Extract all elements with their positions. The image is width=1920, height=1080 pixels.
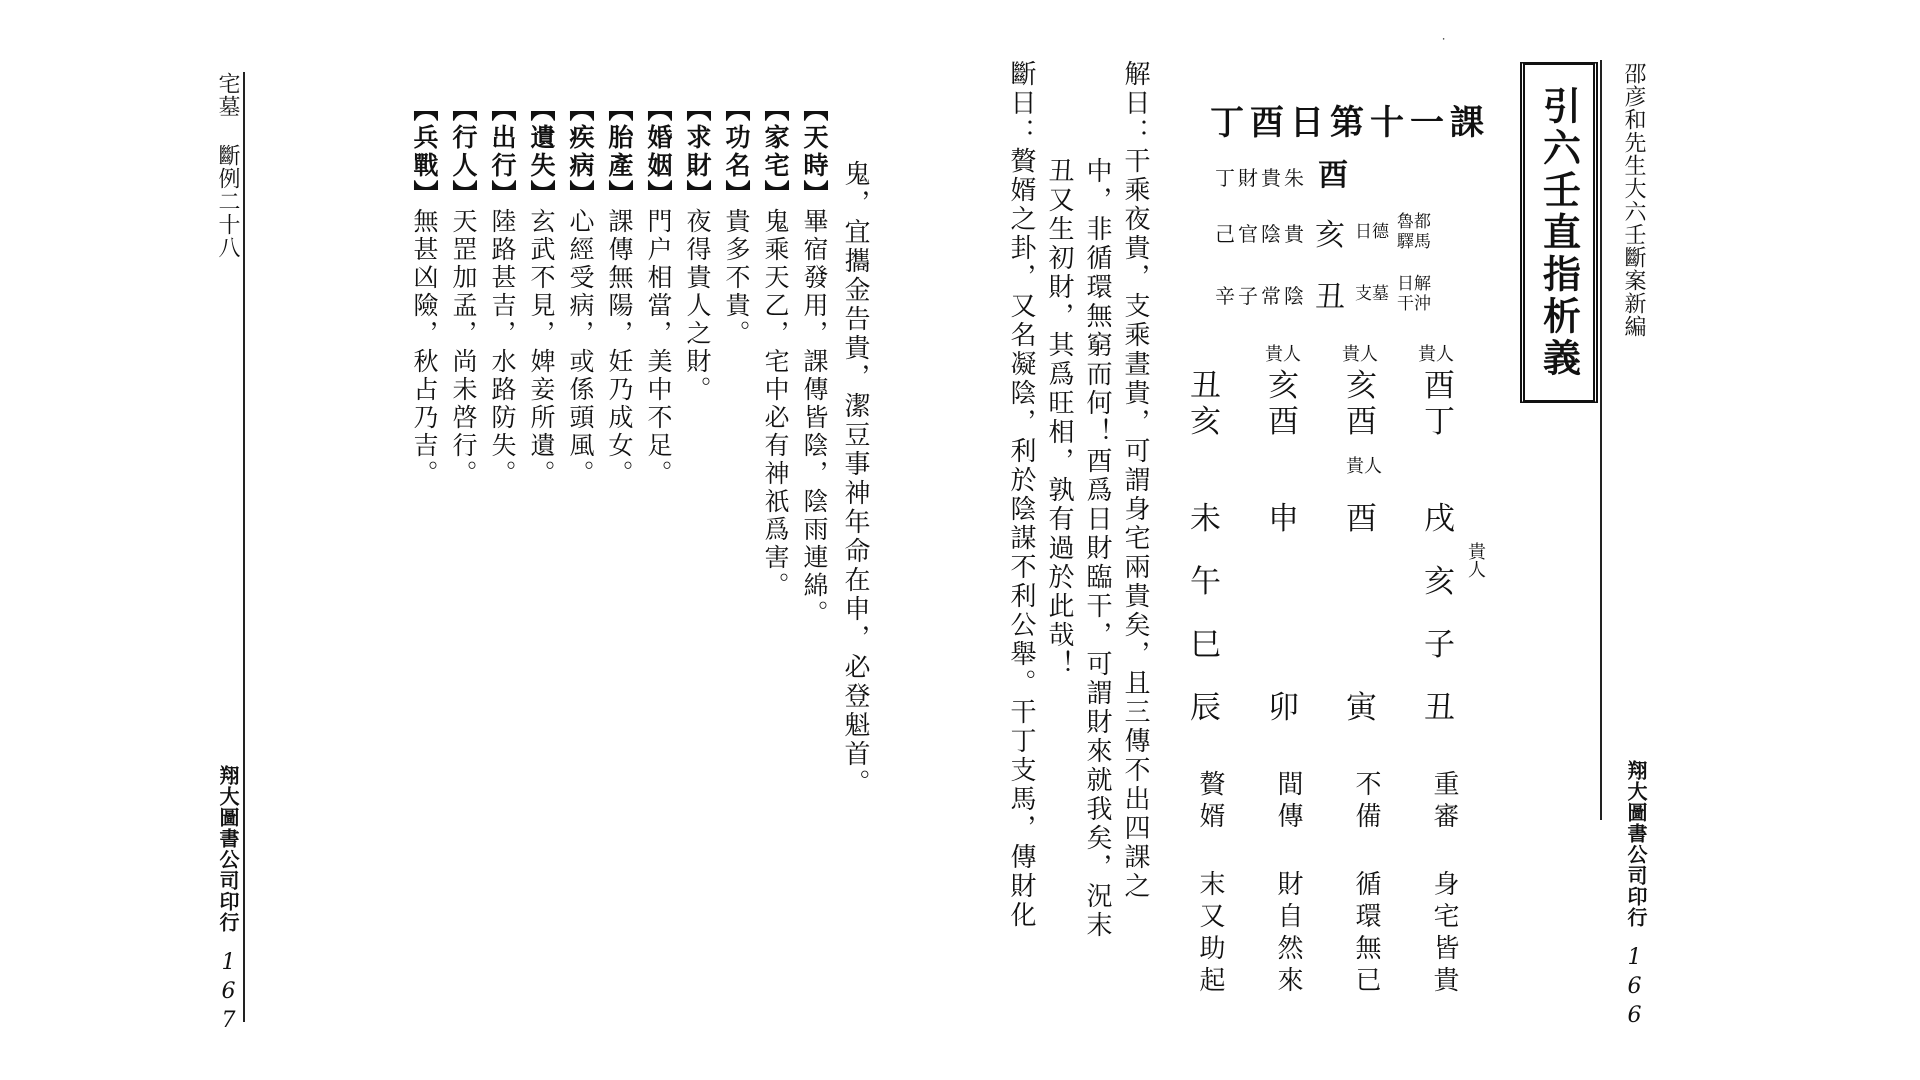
running-header-left: 宅墓 斷例二十八 bbox=[215, 72, 240, 259]
item-key-bracket-open: 【 bbox=[410, 96, 439, 124]
item-key-bracket-open: 【 bbox=[644, 96, 673, 124]
lesson-tag: 貴人 bbox=[1418, 344, 1454, 365]
item-text: 課傳無陽，妊乃成女。 bbox=[605, 208, 634, 488]
item-key: 遺失 bbox=[527, 124, 556, 180]
lesson-lower: 酉 bbox=[1346, 404, 1377, 440]
item-text: 畢宿發用，課傳皆陰，陰雨連綿。 bbox=[800, 208, 829, 628]
transmission-note: 日德 bbox=[1355, 222, 1389, 242]
item-key: 求財 bbox=[683, 124, 712, 180]
item-key-bracket-open: 【 bbox=[761, 96, 790, 124]
item-key: 家宅 bbox=[761, 124, 790, 180]
judgement-line: 斷日：贅婿之卦，又名凝陰，利於陰謀不利公舉。干丁支馬，傳財化 bbox=[1006, 60, 1036, 930]
item-key: 天時 bbox=[800, 124, 829, 180]
divination-item bbox=[562, 96, 598, 488]
lesson-tag: 貴人 bbox=[1265, 344, 1301, 365]
right-margin-rule bbox=[1600, 60, 1602, 820]
transmission-row bbox=[1215, 210, 1437, 254]
item-text: 貴多不貴。 bbox=[722, 208, 751, 348]
item-key-bracket-close: 】 bbox=[527, 180, 556, 208]
commentary-line: 解日：干乘夜貴，支乘晝貴，可謂身宅兩貴矣，且三傳不出四課之 bbox=[1120, 60, 1150, 901]
item-text: 心經受病，或係頭風。 bbox=[566, 208, 595, 488]
lesson-lower: 亥 bbox=[1190, 404, 1221, 440]
item-key: 胎產 bbox=[605, 124, 634, 180]
item-key-bracket-open: 【 bbox=[527, 96, 556, 124]
transmission-branch: 酉 bbox=[1318, 158, 1352, 193]
page-number-right: 166 bbox=[1622, 945, 1647, 1032]
commentary-line: 丑又生初財，其爲旺相，孰有過於此哉！ bbox=[1044, 157, 1074, 679]
transmission-label: 辛子常陰 bbox=[1215, 283, 1307, 308]
item-key-bracket-close: 】 bbox=[566, 180, 595, 208]
divination-item bbox=[796, 96, 832, 628]
plate-branch: 子 bbox=[1424, 627, 1455, 663]
divination-item bbox=[484, 96, 520, 488]
plate-branch: 戌 bbox=[1424, 501, 1455, 537]
plate-tag: 貴人 bbox=[1346, 456, 1382, 477]
item-key-bracket-open: 【 bbox=[605, 96, 634, 124]
lesson-lower: 酉 bbox=[1268, 404, 1299, 440]
item-key-bracket-open: 【 bbox=[566, 96, 595, 124]
plate-branch: 午 bbox=[1190, 564, 1221, 600]
item-key-bracket-open: 【 bbox=[800, 96, 829, 124]
transmission-row bbox=[1215, 150, 1351, 194]
plate-branch: 卯 bbox=[1268, 690, 1299, 726]
item-text: 鬼乘天乙，宅中必有神祇爲害。 bbox=[761, 208, 790, 600]
plate-branch: 未 bbox=[1190, 501, 1221, 537]
plate-tag: 貴人 bbox=[1465, 542, 1486, 578]
divination-item bbox=[601, 96, 637, 488]
item-text: 夜得貴人之財。 bbox=[683, 208, 712, 404]
item-text: 天罡加孟，尚未啓行。 bbox=[449, 208, 478, 488]
book-title-box bbox=[1520, 62, 1598, 403]
scan-mark: ⸱ bbox=[1442, 32, 1446, 46]
divination-item bbox=[406, 96, 442, 488]
commentary-line: 中，非循環無窮而何！酉爲日財臨干，可謂財來就我矣，況末 bbox=[1082, 157, 1112, 940]
plate-branch: 申 bbox=[1268, 501, 1299, 537]
item-text: 門户相當，美中不足。 bbox=[644, 208, 673, 488]
item-key-bracket-close: 】 bbox=[449, 180, 478, 208]
plate-branch: 丑 bbox=[1424, 690, 1455, 726]
item-key-bracket-close: 】 bbox=[644, 180, 673, 208]
plate-branch: 酉 bbox=[1346, 501, 1377, 537]
transmission-branch: 丑 bbox=[1315, 280, 1345, 315]
item-key-bracket-close: 】 bbox=[605, 180, 634, 208]
book-title: 引六壬直指析義 bbox=[1536, 85, 1582, 380]
item-key-bracket-open: 【 bbox=[488, 96, 517, 124]
running-header-right: 邵彦和先生大六壬斷案新編 bbox=[1621, 62, 1646, 338]
item-key: 功名 bbox=[722, 124, 751, 180]
page-number-left: 167 bbox=[216, 950, 241, 1037]
item-key-bracket-close: 】 bbox=[410, 180, 439, 208]
left-margin-rule bbox=[243, 72, 245, 1022]
verse: 間傳 財自然來 bbox=[1273, 770, 1303, 998]
item-key-bracket-open: 【 bbox=[722, 96, 751, 124]
item-key: 婚姻 bbox=[644, 124, 673, 180]
transmission-label: 丁財貴朱 bbox=[1215, 166, 1307, 190]
item-key-bracket-close: 】 bbox=[800, 180, 829, 208]
transmission-note: 支墓 bbox=[1355, 284, 1389, 304]
lesson-upper: 亥 bbox=[1346, 368, 1377, 404]
lesson-upper: 丑 bbox=[1190, 368, 1221, 404]
item-key: 疾病 bbox=[566, 124, 595, 180]
publisher-footer-right: 翔大圖書公司印行 bbox=[1624, 760, 1648, 928]
verse: 贅婿 末又助起 bbox=[1195, 770, 1225, 998]
divination-item bbox=[445, 96, 481, 488]
transmission-note: 日解干沖 bbox=[1397, 274, 1431, 314]
plate-branch: 辰 bbox=[1190, 690, 1221, 726]
item-key-bracket-close: 】 bbox=[722, 180, 751, 208]
item-key-bracket-close: 】 bbox=[761, 180, 790, 208]
item-key-bracket-open: 【 bbox=[683, 96, 712, 124]
item-key-bracket-close: 】 bbox=[488, 180, 517, 208]
item-key: 兵戰 bbox=[410, 124, 439, 180]
transmission-label: 己官陰貴 bbox=[1215, 221, 1307, 246]
verse: 不備 循環無已 bbox=[1351, 770, 1381, 998]
item-key: 出行 bbox=[488, 124, 517, 180]
item-key: 行人 bbox=[449, 124, 478, 180]
item-key-bracket-open: 【 bbox=[449, 96, 478, 124]
transmission-branch: 亥 bbox=[1315, 218, 1345, 253]
divination-item bbox=[679, 96, 715, 404]
divination-item bbox=[718, 96, 754, 348]
lesson-upper: 亥 bbox=[1268, 368, 1299, 404]
lesson-upper: 酉 bbox=[1424, 368, 1455, 404]
lesson-tag: 貴人 bbox=[1342, 344, 1378, 365]
transmission-note: 魯都驛馬 bbox=[1397, 212, 1431, 252]
plate-branch: 亥 bbox=[1424, 564, 1455, 600]
divination-item bbox=[757, 96, 793, 600]
publisher-footer-left: 翔大圖書公司印行 bbox=[216, 765, 240, 933]
plate-branch: 巳 bbox=[1190, 627, 1221, 663]
transmission-row bbox=[1215, 272, 1437, 316]
continuation-line: 鬼，宜攜金告貴，潔豆事神年命在申，必登魁首。 bbox=[840, 160, 870, 798]
plate-branch: 寅 bbox=[1346, 690, 1377, 726]
item-key-bracket-close: 】 bbox=[683, 180, 712, 208]
divination-item bbox=[640, 96, 676, 488]
item-text: 陸路甚吉，水路防失。 bbox=[488, 208, 517, 488]
verse: 重審 身宅皆貴 bbox=[1429, 770, 1459, 998]
lesson-title: 丁酉日第十一課 bbox=[1210, 103, 1490, 143]
item-text: 玄武不見，婢妾所遺。 bbox=[527, 208, 556, 488]
item-text: 無甚凶險，秋占乃吉。 bbox=[410, 208, 439, 488]
lesson-lower: 丁 bbox=[1424, 404, 1455, 440]
divination-item bbox=[523, 96, 559, 488]
